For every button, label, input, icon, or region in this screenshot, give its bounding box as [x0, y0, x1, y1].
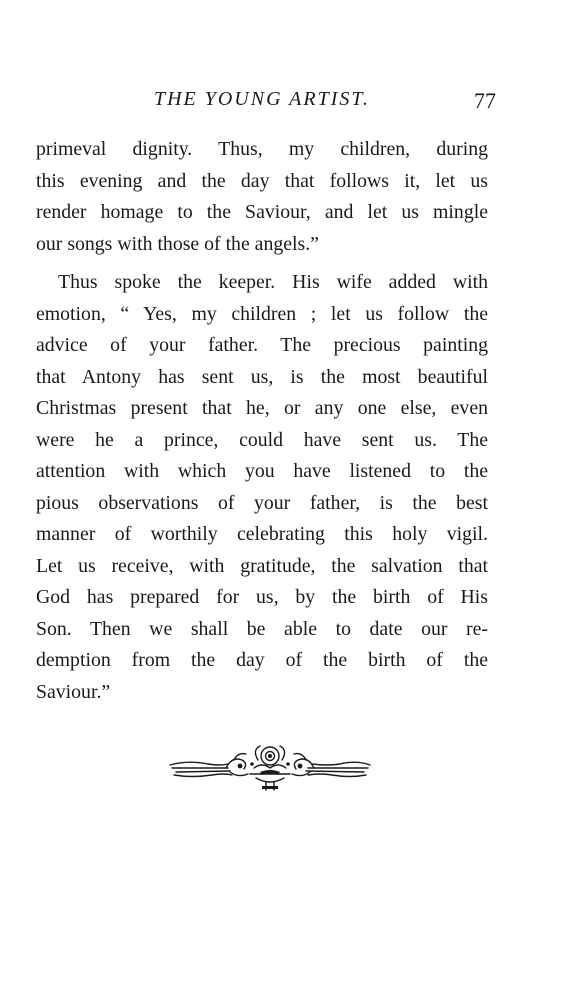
text-line: render homage to the Saviour, and let us mingle [36, 201, 488, 223]
text-line: were he a prince, could have sent us. The [36, 428, 488, 451]
paragraph [36, 134, 488, 260]
paragraph [36, 267, 488, 708]
text-line: that Antony has sent us, is the most beautiful [36, 365, 488, 388]
text-line: Son. Then we shall be able to date our re- [36, 617, 488, 640]
text-line: our songs with those of the angels.” [36, 232, 319, 255]
text-line: attention with which you have listened to the [36, 460, 488, 482]
text-line: primeval dignity. Thus, my children, during [36, 138, 488, 160]
text-line: God has prepared for us, by the birth of His [36, 586, 488, 608]
text-line: advice of your father. The precious painting [36, 334, 488, 356]
floral-tailpiece-icon [168, 738, 372, 796]
text-line: Thus spoke the keeper. His wife added with [58, 271, 488, 293]
text-line: Let us receive, with gratitude, the salvation that [36, 554, 488, 577]
text-line: Christmas present that he, or any one else, even [36, 397, 488, 419]
text-line: Saviour.” [36, 680, 111, 703]
running-head [36, 84, 496, 118]
text-line: manner of worthily celebrating this holy vigil. [36, 523, 488, 545]
text-line: emotion, “ Yes, my children ; let us follow the [36, 302, 488, 325]
running-title: THE YOUNG ARTIST. [153, 88, 371, 110]
text-line: this evening and the day that follows it, let us [36, 169, 488, 192]
page-number: 77 [474, 88, 496, 113]
text-line: demption from the day of the birth of the [36, 649, 488, 671]
text-line: pious observations of your father, is the best [36, 491, 488, 514]
body-text [36, 134, 488, 708]
